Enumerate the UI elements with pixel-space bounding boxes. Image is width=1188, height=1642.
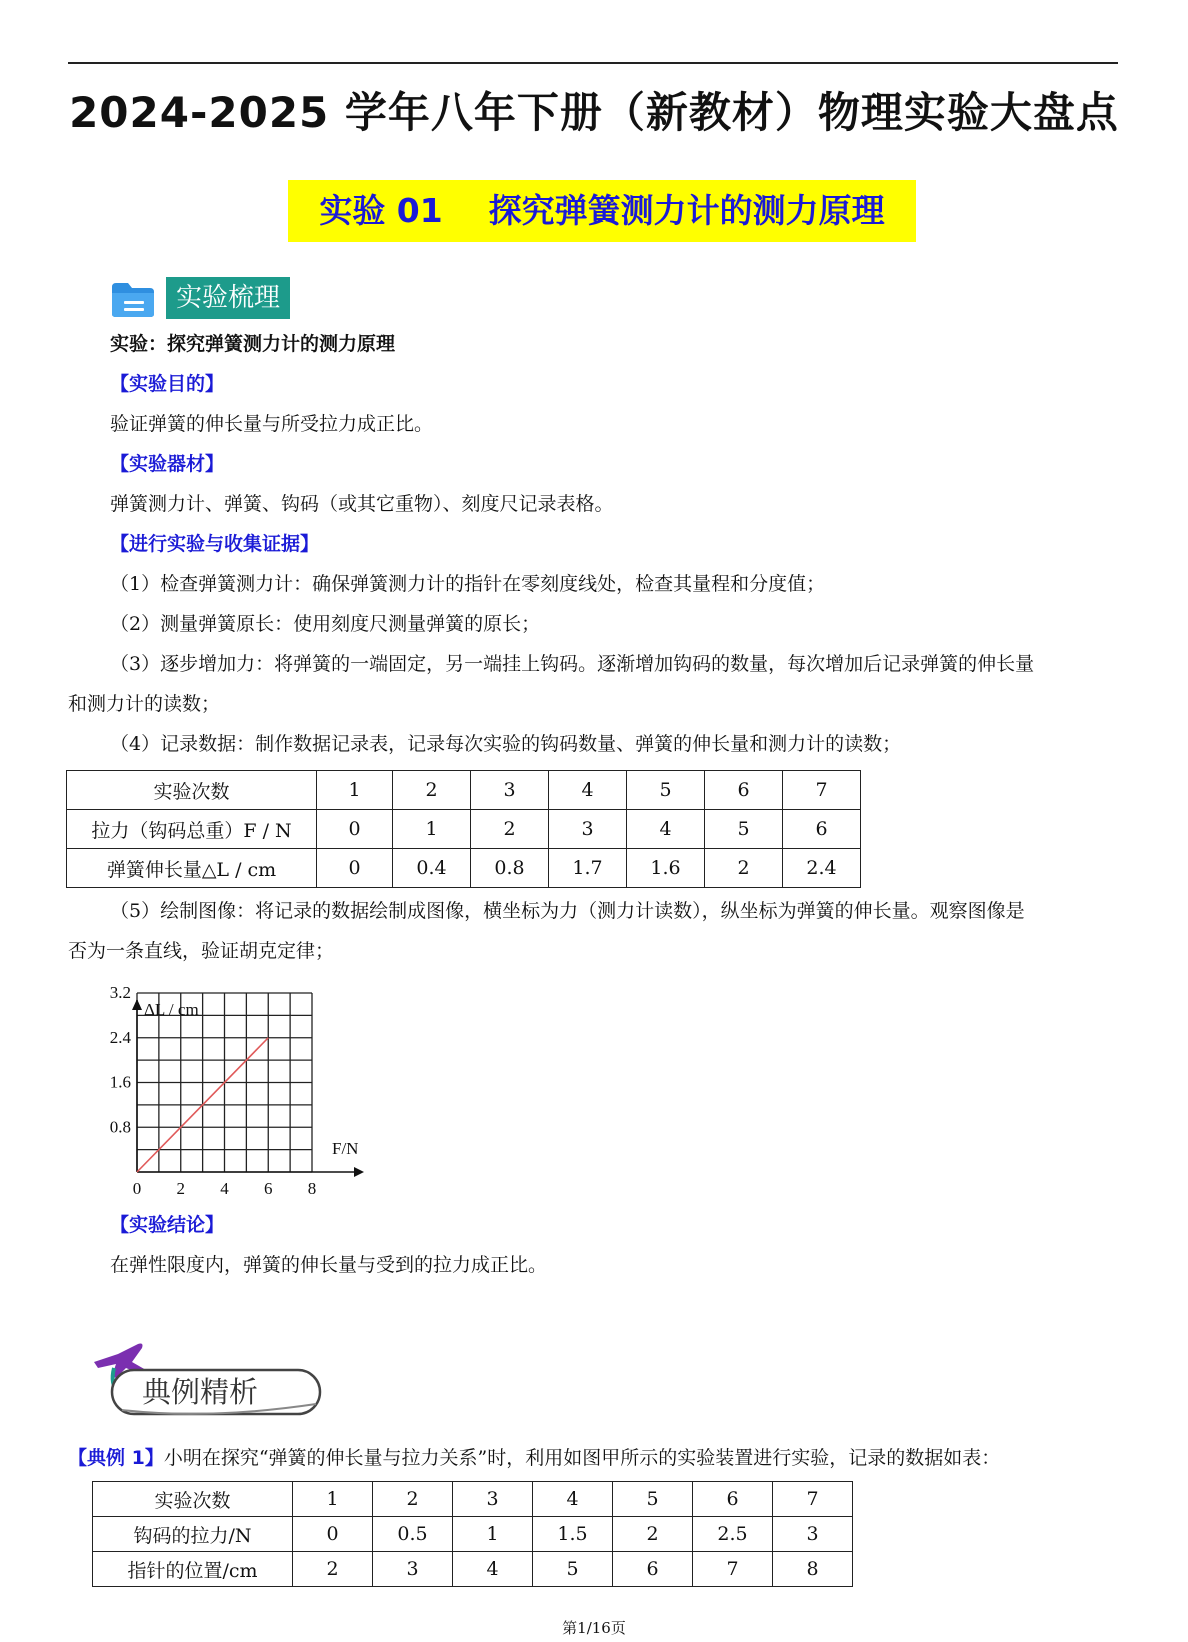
table-row bbox=[67, 810, 861, 849]
table-cell: 1.6 bbox=[627, 849, 705, 888]
step-1: （1）检查弹簧测力计：确保弹簧测力计的指针在零刻度线处，检查其量程和分度值； bbox=[110, 573, 826, 595]
table-cell: 5 bbox=[705, 810, 783, 849]
table-cell: 2 bbox=[393, 771, 471, 810]
table-cell: 3 bbox=[549, 810, 627, 849]
top-rule bbox=[68, 62, 1118, 64]
table-cell: 1.7 bbox=[549, 849, 627, 888]
x-axis-arrow bbox=[354, 1167, 364, 1177]
data-table-2 bbox=[92, 1481, 853, 1587]
y-tick-label: 2.4 bbox=[109, 1027, 131, 1047]
table-cell: 实验次数 bbox=[67, 771, 317, 810]
table-row bbox=[93, 1517, 853, 1552]
y-axis-label: ΔL / cm bbox=[144, 1000, 199, 1019]
table-cell: 7 bbox=[783, 771, 861, 810]
y-tick-label: 1.6 bbox=[109, 1072, 131, 1092]
table-cell: 0 bbox=[317, 849, 393, 888]
step-3-line-2: 和测力计的读数； bbox=[68, 693, 221, 715]
x-tick-label: 8 bbox=[307, 1179, 317, 1198]
table-cell: 5 bbox=[627, 771, 705, 810]
table-cell: 0.5 bbox=[373, 1517, 453, 1552]
example-section-label: 典例精析 bbox=[142, 1375, 259, 1409]
equipment-text: 弹簧测力计、弹簧、钩码（或其它重物）、刻度尺记录表格。 bbox=[110, 493, 614, 515]
experiment-line: 实验：探究弹簧测力计的测力原理 bbox=[110, 333, 396, 355]
table-row bbox=[67, 849, 861, 888]
experiment-title: 实验 01 探究弹簧测力计的测力原理 bbox=[288, 180, 916, 242]
equipment-heading: 【实验器材】 bbox=[110, 453, 225, 475]
table-cell: 指针的位置/cm bbox=[93, 1552, 293, 1587]
x-tick-label: 0 bbox=[132, 1179, 142, 1198]
step-5-line-1: （5）绘制图像：将记录的数据绘制成图像，横坐标为力（测力计读数），纵坐标为弹簧的伸长量。观察图像是 bbox=[110, 900, 1025, 922]
table-cell: 拉力（钩码总重）F / N bbox=[67, 810, 317, 849]
purpose-heading: 【实验目的】 bbox=[110, 373, 225, 395]
example-tag: 【典例 1】 bbox=[68, 1447, 164, 1469]
table-row bbox=[67, 771, 861, 810]
table-cell: 2.5 bbox=[693, 1517, 773, 1552]
example-1 bbox=[68, 1445, 1000, 1471]
step-5-line-2: 否为一条直线，验证胡克定律； bbox=[68, 940, 335, 962]
table-cell: 2 bbox=[705, 849, 783, 888]
table-cell: 钩码的拉力/N bbox=[93, 1517, 293, 1552]
table-cell: 4 bbox=[627, 810, 705, 849]
table-cell: 8 bbox=[773, 1552, 853, 1587]
table-cell: 2 bbox=[613, 1517, 693, 1552]
table-cell: 1 bbox=[393, 810, 471, 849]
x-tick-label: 2 bbox=[176, 1179, 185, 1198]
table-cell: 0.4 bbox=[393, 849, 471, 888]
example-text: 小明在探究“弹簧的伸长量与拉力关系”时，利用如图甲所示的实验装置进行实验，记录的数据如表： bbox=[163, 1447, 1001, 1469]
table-cell: 0 bbox=[317, 810, 393, 849]
table-cell: 6 bbox=[783, 810, 861, 849]
table-row bbox=[93, 1552, 853, 1587]
x-tick-label: 4 bbox=[220, 1179, 229, 1198]
conclusion-heading: 【实验结论】 bbox=[110, 1214, 225, 1236]
procedure-heading: 【进行实验与收集证据】 bbox=[110, 533, 320, 555]
page-number: 第1/16页 bbox=[562, 1619, 626, 1637]
y-tick-label: 3.2 bbox=[109, 983, 131, 1002]
table-cell: 3 bbox=[453, 1482, 533, 1517]
x-tick-label: 6 bbox=[264, 1179, 273, 1198]
table-cell: 4 bbox=[549, 771, 627, 810]
table-cell: 3 bbox=[773, 1517, 853, 1552]
elongation-force-graph bbox=[92, 983, 392, 1232]
table-cell: 实验次数 bbox=[93, 1482, 293, 1517]
table-cell: 7 bbox=[693, 1552, 773, 1587]
step-3-line-1: （3）逐步增加力：将弹簧的一端固定，另一端挂上钩码。逐渐增加钩码的数量，每次增加后记录弹簧的伸长量 bbox=[110, 653, 1035, 675]
table-cell: 2 bbox=[293, 1552, 373, 1587]
folder-icon bbox=[110, 279, 156, 319]
table-cell: 6 bbox=[705, 771, 783, 810]
table-cell: 3 bbox=[471, 771, 549, 810]
table-cell: 2.4 bbox=[783, 849, 861, 888]
section-label: 实验梳理 bbox=[166, 277, 290, 319]
table-cell: 1.5 bbox=[533, 1517, 613, 1552]
table-cell: 0.8 bbox=[471, 849, 549, 888]
table-cell: 1 bbox=[293, 1482, 373, 1517]
table-cell: 弹簧伸长量△L / cm bbox=[67, 849, 317, 888]
table-cell: 2 bbox=[471, 810, 549, 849]
table-row bbox=[93, 1482, 853, 1517]
table-cell: 6 bbox=[693, 1482, 773, 1517]
table-cell: 2 bbox=[373, 1482, 453, 1517]
y-axis-arrow bbox=[132, 999, 142, 1010]
table-cell: 3 bbox=[373, 1552, 453, 1587]
table-cell: 1 bbox=[317, 771, 393, 810]
table-cell: 7 bbox=[773, 1482, 853, 1517]
table-cell: 5 bbox=[613, 1482, 693, 1517]
purpose-text: 验证弹簧的伸长量与所受拉力成正比。 bbox=[110, 413, 434, 435]
table-cell: 6 bbox=[613, 1552, 693, 1587]
x-axis-label: F/N bbox=[332, 1139, 359, 1158]
page-title: 2024-2025 学年八年下册（新教材）物理实验大盘点 bbox=[69, 88, 1119, 137]
table-cell: 1 bbox=[453, 1517, 533, 1552]
table-cell: 5 bbox=[533, 1552, 613, 1587]
table-cell: 0 bbox=[293, 1517, 373, 1552]
y-tick-label: 0.8 bbox=[109, 1117, 131, 1137]
table-cell: 4 bbox=[453, 1552, 533, 1587]
step-2: （2）测量弹簧原长：使用刻度尺测量弹簧的原长； bbox=[110, 613, 541, 635]
conclusion-text: 在弹性限度内，弹簧的伸长量与受到的拉力成正比。 bbox=[110, 1254, 548, 1276]
step-4: （4）记录数据：制作数据记录表，记录每次实验的钩码数量、弹簧的伸长量和测力计的读数； bbox=[110, 733, 902, 755]
data-table-1 bbox=[66, 770, 861, 888]
table-cell: 4 bbox=[533, 1482, 613, 1517]
